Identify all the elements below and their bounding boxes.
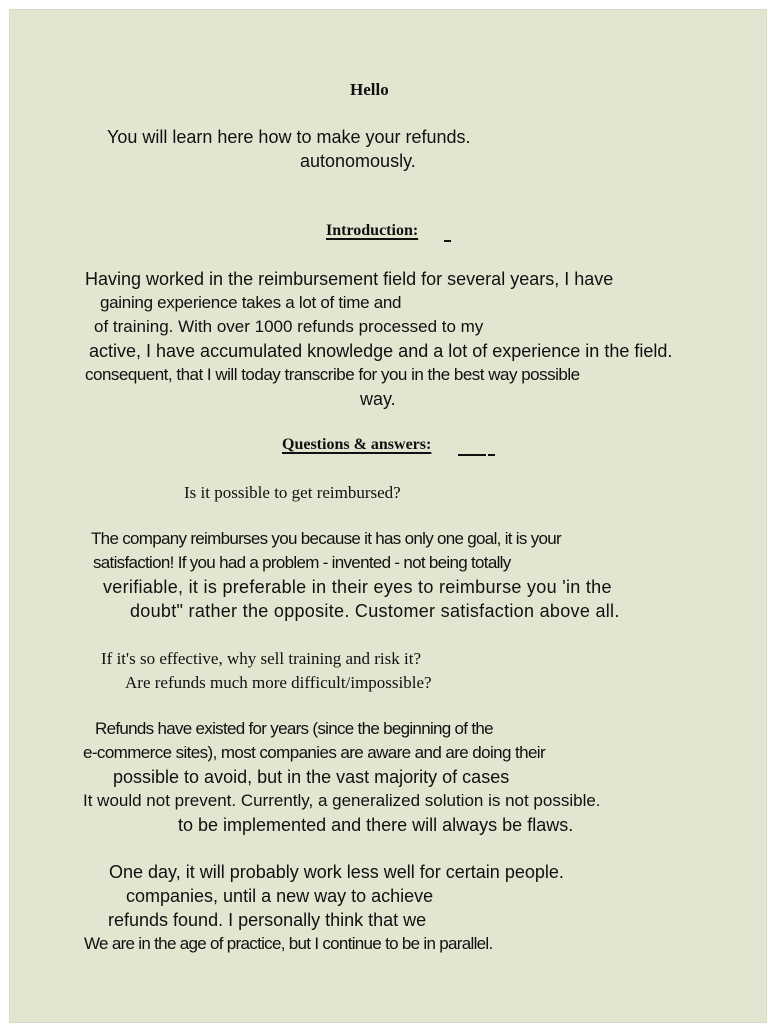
introduction-heading: Introduction: <box>326 222 419 239</box>
paragraph-line: way. <box>360 389 396 409</box>
heading-underline-mark <box>444 240 451 242</box>
answer-line: to be implemented and there will always be flaws. <box>178 815 574 835</box>
answer-line: satisfaction! If you had a problem - invented - not being totally <box>93 553 511 572</box>
paragraph-line: gaining experience takes a lot of time and <box>100 293 402 312</box>
document-page <box>10 10 766 1022</box>
closing-line: companies, until a new way to achieve <box>126 886 434 906</box>
answer-line: doubt" rather the opposite. Customer satisfaction above all. <box>130 601 620 621</box>
paragraph-line: active, I have accumulated knowledge and a lot of experience in the field. <box>89 341 673 361</box>
paragraph-line: consequent, that I will today transcribe for you in the best way possible <box>85 365 580 384</box>
closing-line: refunds found. I personally think that we <box>108 910 427 930</box>
paragraph-line: Having worked in the reimbursement field for several years, I have <box>85 269 614 289</box>
answer-line: The company reimburses you because it has only one goal, it is your <box>91 529 561 548</box>
question-2: If it's so effective, why sell training and risk it? <box>101 649 422 668</box>
closing-line: We are in the age of practice, but I continue to be in parallel. <box>84 934 493 953</box>
answer-line: e-commerce sites), most companies are aware and are doing their <box>83 743 546 762</box>
answer-line: possible to avoid, but in the vast majority of cases <box>113 767 510 787</box>
closing-line: One day, it will probably work less well for certain people. <box>109 862 564 882</box>
qa-heading: Questions & answers: <box>282 436 432 453</box>
question-2: Are refunds much more difficult/impossible? <box>125 673 432 692</box>
paragraph-line: of training. With over 1000 refunds processed to my <box>94 317 484 336</box>
answer-line: It would not prevent. Currently, a generalized solution is not possible. <box>83 791 601 810</box>
intro-line: autonomously. <box>300 151 416 171</box>
answer-line: verifiable, it is preferable in their eyes to reimburse you 'in the <box>103 577 612 597</box>
intro-line: You will learn here how to make your refunds. <box>107 127 471 147</box>
answer-line: Refunds have existed for years (since the beginning of the <box>95 719 493 738</box>
heading-underline-mark <box>488 454 495 456</box>
heading-underline-mark <box>458 454 486 456</box>
question-1: Is it possible to get reimbursed? <box>184 483 401 502</box>
greeting-title: Hello <box>350 80 389 99</box>
